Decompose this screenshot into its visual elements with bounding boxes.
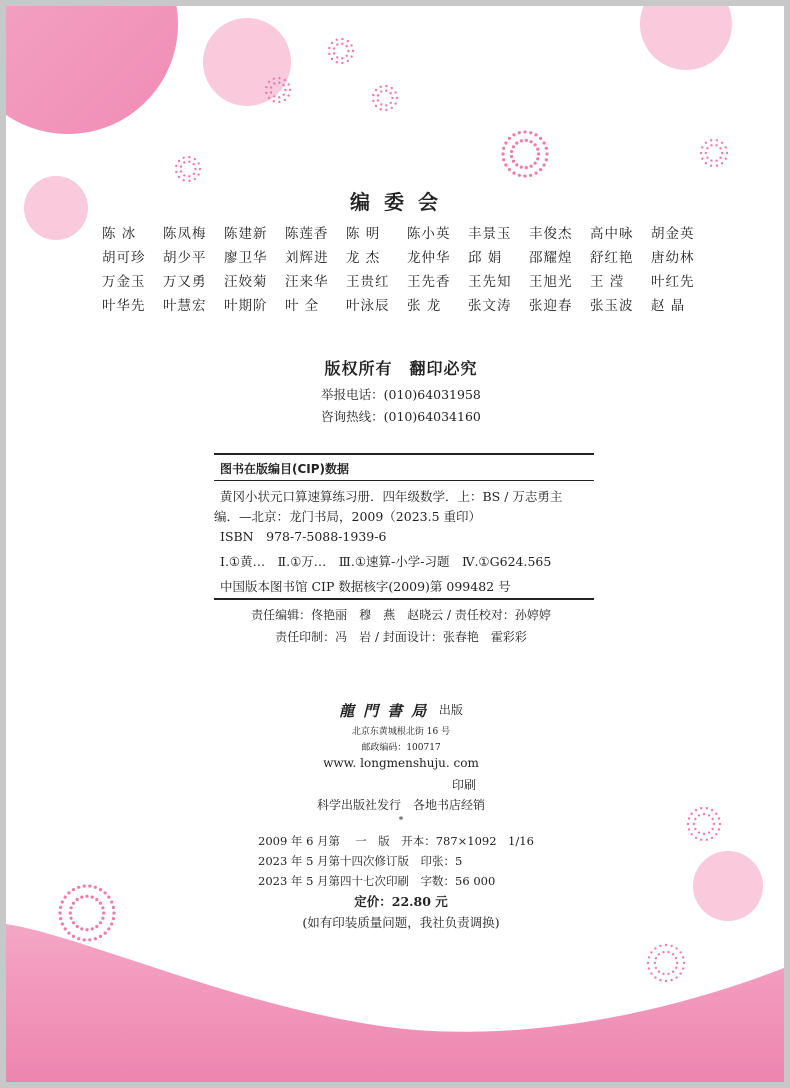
cip-heading: 图书在版编目(CIP)数据: [220, 462, 350, 476]
cip-top-rule: [214, 453, 594, 455]
committee-member: 陈 明: [346, 226, 381, 242]
committee-member: 叶慧宏: [163, 298, 207, 314]
circle-bottom-right: [693, 851, 763, 921]
committee-member: 王 滢: [590, 274, 625, 290]
committee-member: 王贵红: [346, 274, 390, 290]
committee-member: 叶华先: [102, 298, 146, 314]
dotted-ring: [175, 156, 201, 182]
price: 定价：22.80 元: [354, 894, 448, 909]
cip-bottom-rule: [214, 598, 594, 600]
committee-member: 陈莲香: [285, 226, 329, 242]
committee-title: 编委会: [350, 190, 452, 214]
committee-member: 张文涛: [468, 298, 512, 314]
committee-member: 赵 晶: [651, 298, 686, 314]
committee-member: 邱 娟: [468, 250, 503, 266]
reprint-info: 2023 年 5 月第十四次修订版 印张：5: [258, 854, 463, 868]
committee-member: 胡可珍: [102, 250, 146, 266]
publisher-website: www. longmenshuju. com: [323, 756, 479, 770]
big-circle-top-left: [6, 6, 178, 134]
committee-row: [102, 268, 712, 292]
committee-member: 叶泳辰: [346, 298, 390, 314]
cip-record: 中国版本图书馆 CIP 数据核字(2009)第 099482 号: [220, 579, 511, 594]
committee-member: 刘辉进: [285, 250, 329, 266]
committee-member: 汪来华: [285, 274, 329, 290]
committee-member: 唐幼林: [651, 250, 695, 266]
committee-member: 陈小英: [407, 226, 451, 242]
separator-star: *: [398, 816, 404, 826]
cip-heading-rule: [214, 480, 594, 481]
editors-line-1: 责任编辑：佟艳丽 穆 燕 赵晓云 / 责任校对：孙婷婷: [251, 608, 551, 622]
publisher-address: 北京东黄城根北街 16 号: [351, 727, 451, 737]
bottom-wave: [6, 924, 784, 1082]
committee-member: 廖卫华: [224, 250, 268, 266]
committee-member: 汪姣菊: [224, 274, 268, 290]
cip-line-2: 编．—北京：龙门书局，2009（2023.5 重印）: [214, 509, 482, 524]
circle-top-right: [640, 6, 732, 70]
report-phone: 举报电话：(010)64031958: [321, 387, 481, 402]
committee-member: 叶期阶: [224, 298, 268, 314]
committee-member: 叶 全: [285, 298, 320, 314]
committee-member: 张玉波: [590, 298, 634, 314]
printer-line: 印刷: [452, 778, 477, 792]
publisher-suffix: 出版: [438, 703, 463, 717]
publisher-logo: 龍門書局: [339, 702, 436, 720]
dotted-ring: [700, 139, 728, 167]
circle-top-middle: [203, 18, 291, 106]
copyright-notice: 版权所有 翻印必究: [324, 359, 478, 378]
committee-member: 张迎春: [529, 298, 573, 314]
cip-classification: Ⅰ.①黄… Ⅱ.①万… Ⅲ.①速算-小学-习题 Ⅳ.①G624.565: [220, 554, 552, 569]
committee-member: 万金玉: [102, 274, 146, 290]
dotted-ring: [647, 944, 685, 982]
committee-row: [102, 244, 712, 268]
committee-member: 高中咏: [590, 226, 634, 242]
cip-isbn: ISBN 978-7-5088-1939-6: [220, 529, 387, 544]
committee-member: 龙仲华: [407, 250, 451, 266]
publisher-postcode: 邮政编码：100717: [361, 743, 441, 753]
committee-row: [102, 220, 712, 244]
committee-member: 张 龙: [407, 298, 442, 314]
committee-member: 胡少平: [163, 250, 207, 266]
editors-line-2: 责任印制：冯 岩 / 封面设计：张春艳 霍彩彩: [275, 630, 527, 644]
committee-member: 王旭光: [529, 274, 573, 290]
distribution-line: 科学出版社发行 各地书店经销: [316, 798, 485, 812]
committee-row: [102, 292, 712, 316]
committee-member: 丰俊杰: [529, 226, 573, 242]
consult-phone: 咨询热线：(010)64034160: [321, 409, 481, 424]
committee-member: 陈凤梅: [163, 226, 207, 242]
publisher-line: [6, 700, 790, 721]
dotted-ring: [328, 38, 354, 64]
dotted-ring: [501, 130, 548, 177]
committee-member: 龙 杰: [346, 250, 381, 266]
edition-info: 2009 年 6 月第 一 版 开本：787×1092 1/16: [258, 834, 534, 848]
cip-line-1: 黄冈小状元口算速算练习册．四年级数学．上：BS / 万志勇主: [220, 489, 563, 504]
committee-member: 陈 冰: [102, 226, 137, 242]
committee-member: 王先香: [407, 274, 451, 290]
committee-member: 邵耀煌: [529, 250, 573, 266]
committee-member: 胡金英: [651, 226, 695, 242]
dotted-ring: [372, 85, 398, 111]
quality-note: (如有印装质量问题，我社负责调换): [302, 915, 500, 930]
committee-member: 丰景玉: [468, 226, 512, 242]
print-run-info: 2023 年 5 月第四十七次印刷 字数：56 000: [258, 874, 496, 888]
committee-member: 舒红艳: [590, 250, 634, 266]
committee-member: 王先知: [468, 274, 512, 290]
committee-member: 陈建新: [224, 226, 268, 242]
committee-member: 万又勇: [163, 274, 207, 290]
committee-member-grid: [102, 220, 712, 316]
committee-member: 叶红先: [651, 274, 695, 290]
